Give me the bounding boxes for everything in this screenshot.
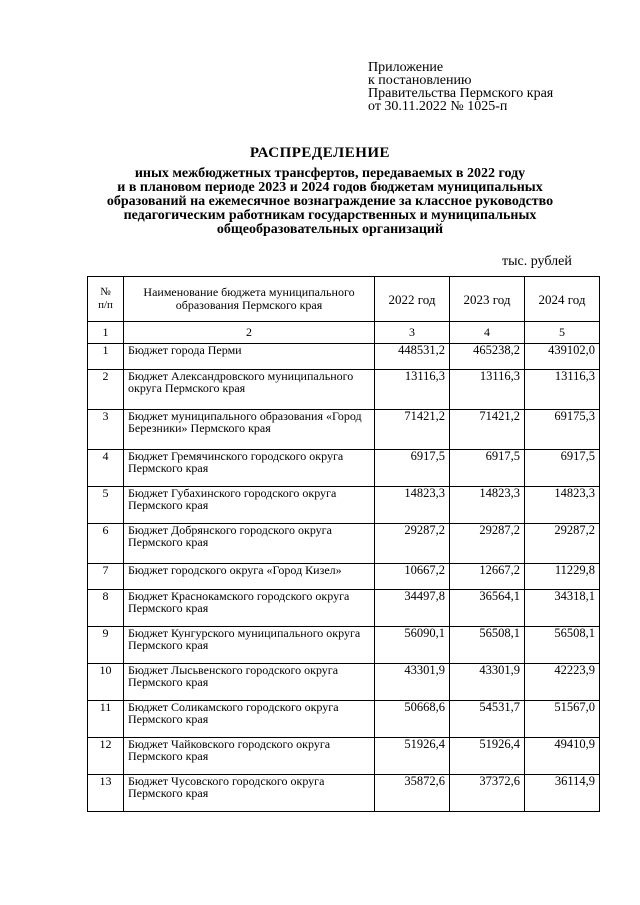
budget-name: Бюджет муниципального образования «Город Березники» Пермского края xyxy=(124,410,375,450)
row-number: 1 xyxy=(88,344,124,370)
table-row xyxy=(88,450,600,487)
row-number: 4 xyxy=(88,450,124,487)
value-2022: 56090,1 xyxy=(375,627,450,664)
budget-name: Бюджет Губахинского городского округа Пермского края xyxy=(124,487,375,524)
value-2022: 43301,9 xyxy=(375,664,450,701)
budget-name: Бюджет города Перми xyxy=(124,344,375,370)
header-year-2022: 2022 год xyxy=(375,277,450,322)
value-2024: 13116,3 xyxy=(525,370,600,410)
budget-name: Бюджет Александровского муниципального округа Пермского края xyxy=(124,370,375,410)
budget-name: Бюджет Гремячинского городского округа Пермского края xyxy=(124,450,375,487)
appendix-note xyxy=(368,61,553,113)
header-year-2024: 2024 год xyxy=(525,277,600,322)
column-index: 4 xyxy=(450,322,525,344)
table-row xyxy=(88,775,600,812)
value-2024: 11229,8 xyxy=(525,564,600,590)
value-2022: 71421,2 xyxy=(375,410,450,450)
budget-name: Бюджет Краснокамского городского округа Пермского края xyxy=(124,590,375,627)
row-number: 5 xyxy=(88,487,124,524)
header-number xyxy=(88,277,124,322)
row-number: 7 xyxy=(88,564,124,590)
appendix-line: к постановлению xyxy=(368,73,472,88)
value-2023: 37372,6 xyxy=(450,775,525,812)
appendix-line: от 30.11.2022 № 1025-п xyxy=(368,99,508,114)
subtitle-line: иных межбюджетных трансфертов, передаваемых в 2022 году xyxy=(134,166,526,181)
table-row xyxy=(88,410,600,450)
table-row xyxy=(88,344,600,370)
row-number: 2 xyxy=(88,370,124,410)
row-number: 8 xyxy=(88,590,124,627)
value-2023: 14823,3 xyxy=(450,487,525,524)
table-row xyxy=(88,738,600,775)
table-row xyxy=(88,701,600,738)
value-2022: 14823,3 xyxy=(375,487,450,524)
value-2023: 29287,2 xyxy=(450,524,525,564)
value-2023: 12667,2 xyxy=(450,564,525,590)
column-index: 5 xyxy=(525,322,600,344)
budget-name: Бюджет Чусовского городского округа Пермского края xyxy=(124,775,375,812)
table-row xyxy=(88,664,600,701)
document-title: РАСПРЕДЕЛЕНИЕ xyxy=(249,145,391,161)
budget-name: Бюджет Добрянского городского округа Пермского края xyxy=(124,524,375,564)
value-2024: 14823,3 xyxy=(525,487,600,524)
row-number: 13 xyxy=(88,775,124,812)
value-2022: 10667,2 xyxy=(375,564,450,590)
subtitle-line: педагогическим работникам государственных и муниципальных xyxy=(123,208,537,223)
header-number-line: п/п xyxy=(98,299,113,311)
column-index: 1 xyxy=(88,322,124,344)
row-number: 6 xyxy=(88,524,124,564)
value-2024: 56508,1 xyxy=(525,627,600,664)
value-2022: 51926,4 xyxy=(375,738,450,775)
header-budget-name xyxy=(124,277,375,322)
value-2024: 69175,3 xyxy=(525,410,600,450)
table-row xyxy=(88,524,600,564)
document-subtitle xyxy=(60,167,600,237)
row-number: 10 xyxy=(88,664,124,701)
appendix-line: Правительства Пермского края xyxy=(368,86,554,101)
value-2023: 13116,3 xyxy=(450,370,525,410)
table-row xyxy=(88,487,600,524)
header-year-2023: 2023 год xyxy=(450,277,525,322)
subtitle-line: и в плановом периоде 2023 и 2024 годов бюджетам муниципальных xyxy=(117,180,543,195)
value-2023: 36564,1 xyxy=(450,590,525,627)
row-number: 11 xyxy=(88,701,124,738)
value-2024: 36114,9 xyxy=(525,775,600,812)
budget-name: Бюджет Чайковского городского округа Пермского края xyxy=(124,738,375,775)
value-2022: 448531,2 xyxy=(375,344,450,370)
budget-table xyxy=(87,276,600,812)
value-2023: 6917,5 xyxy=(450,450,525,487)
value-2024: 6917,5 xyxy=(525,450,600,487)
column-index: 2 xyxy=(124,322,375,344)
value-2022: 34497,8 xyxy=(375,590,450,627)
header-name-line: Наименование бюджета муниципального xyxy=(143,285,355,299)
row-number: 12 xyxy=(88,738,124,775)
header-name-line: образования Пермского края xyxy=(175,298,323,312)
value-2023: 43301,9 xyxy=(450,664,525,701)
value-2022: 35872,6 xyxy=(375,775,450,812)
table-row xyxy=(88,627,600,664)
row-number: 3 xyxy=(88,410,124,450)
table-row xyxy=(88,564,600,590)
units-label: тыс. рублей xyxy=(502,254,572,269)
column-index-row xyxy=(88,322,600,344)
budget-name: Бюджет Кунгурского муниципального округа Пермского края xyxy=(124,627,375,664)
value-2023: 465238,2 xyxy=(450,344,525,370)
subtitle-line: общеобразовательных организаций xyxy=(216,222,444,237)
subtitle-line: образований на ежемесячное вознаграждение за классное руководство xyxy=(106,194,554,209)
table-row xyxy=(88,590,600,627)
value-2023: 56508,1 xyxy=(450,627,525,664)
value-2023: 51926,4 xyxy=(450,738,525,775)
value-2023: 54531,7 xyxy=(450,701,525,738)
value-2024: 34318,1 xyxy=(525,590,600,627)
table-header-row xyxy=(88,277,600,322)
value-2024: 439102,0 xyxy=(525,344,600,370)
column-index: 3 xyxy=(375,322,450,344)
value-2024: 42223,9 xyxy=(525,664,600,701)
budget-name: Бюджет городского округа «Город Кизел» xyxy=(124,564,375,590)
value-2022: 50668,6 xyxy=(375,701,450,738)
budget-name: Бюджет Лысьвенского городского округа Пермского края xyxy=(124,664,375,701)
value-2024: 49410,9 xyxy=(525,738,600,775)
budget-name: Бюджет Соликамского городского округа Пермского края xyxy=(124,701,375,738)
row-number: 9 xyxy=(88,627,124,664)
value-2023: 71421,2 xyxy=(450,410,525,450)
value-2024: 51567,0 xyxy=(525,701,600,738)
value-2022: 6917,5 xyxy=(375,450,450,487)
table-row xyxy=(88,370,600,410)
header-number-line: № xyxy=(100,286,111,298)
value-2024: 29287,2 xyxy=(525,524,600,564)
appendix-line: Приложение xyxy=(368,60,444,75)
value-2022: 29287,2 xyxy=(375,524,450,564)
value-2022: 13116,3 xyxy=(375,370,450,410)
